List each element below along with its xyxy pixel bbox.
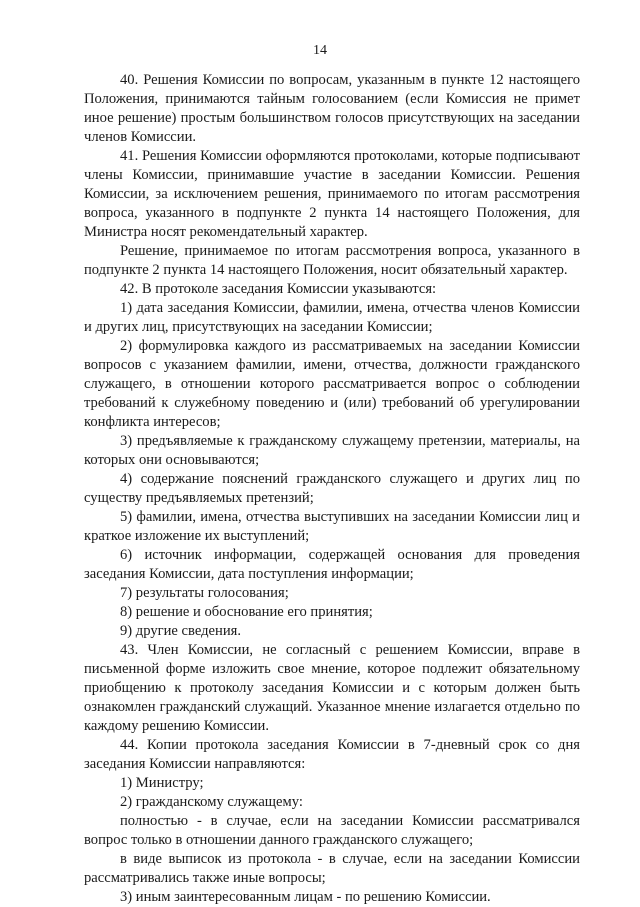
list-item-42-8: 8) решение и обоснование его принятия; — [120, 604, 373, 620]
list-item-42-7: 7) результаты голосования; — [120, 585, 289, 601]
list-item-44-2: 2) гражданскому служащему: — [120, 794, 303, 810]
list-item-42-5: 5) фамилии, имена, отчества выступивших на заседании Комиссии лиц и краткое изложение их выступлений; — [84, 509, 580, 544]
paragraph-44: 44. Копии протокола заседания Комиссии в 7-дневный срок со дня заседания Комиссии направляются: — [84, 737, 580, 772]
list-item-44-2-extract: в виде выписок из протокола - в случае, если на заседании Комиссии рассматривались также иные вопросы; — [84, 851, 580, 886]
page-number: 14 — [313, 43, 327, 58]
list-item-42-6: 6) источник информации, содержащей основания для проведения заседания Комиссии, дата поступления информации; — [84, 547, 580, 582]
document-body — [84, 71, 580, 907]
paragraph-41: 41. Решения Комиссии оформляются протоколами, которые подписывают члены Комиссии, принимавшие участие в заседании Комиссии. Решения Комиссии, за исключением решения, принимаемого по итогам рассмотрения вопроса, указанного в подпункте 2 пункта 14 настоящего Положения, для Министра носят рекомендательный характер. — [84, 148, 580, 240]
list-item-44-3: 3) иным заинтересованным лицам - по решению Комиссии. — [120, 889, 491, 905]
list-item-44-1: 1) Министру; — [120, 775, 204, 791]
paragraph-41-binding: Решение, принимаемое по итогам рассмотрения вопроса, указанного в подпункте 2 пункта 14 настоящего Положения, носит обязательный характер. — [84, 243, 580, 278]
paragraph-42: 42. В протоколе заседания Комиссии указываются: — [120, 281, 437, 297]
list-item-42-3: 3) предъявляемые к гражданскому служащему претензии, материалы, на которых они основываются; — [84, 433, 580, 468]
list-item-42-9: 9) другие сведения. — [120, 623, 242, 639]
list-item-42-4: 4) содержание пояснений гражданского служащего и других лиц по существу предъявляемых претензий; — [84, 471, 580, 506]
list-item-44-2-full: полностью - в случае, если на заседании Комиссии рассматривался вопрос только в отношении данного гражданского служащего; — [84, 813, 580, 848]
paragraph-40: 40. Решения Комиссии по вопросам, указанным в пункте 12 настоящего Положения, принимаются тайным голосованием (если Комиссия не примет иное решение) простым большинством голосов присутствующих на заседании членов Комиссии. — [84, 72, 580, 145]
list-item-42-1: 1) дата заседания Комиссии, фамилии, имена, отчества членов Комиссии и других лиц, присутствующих на заседании Комиссии; — [84, 300, 580, 335]
list-item-42-2: 2) формулировка каждого из рассматриваемых на заседании Комиссии вопросов с указанием фамилии, имени, отчества, должности гражданского служащего, в отношении которого рассматривается вопрос о соблюдении требований к служебному поведению и (или) требований об урегулировании конфликта интересов; — [84, 338, 580, 430]
paragraph-43: 43. Член Комиссии, не согласный с решением Комиссии, вправе в письменной форме изложить свое мнение, которое подлежит обязательному приобщению к протоколу заседания Комиссии и с которым должен быть ознакомлен гражданский служащий. Указанное мнение излагается отдельно по каждому решению Комиссии. — [84, 642, 580, 734]
